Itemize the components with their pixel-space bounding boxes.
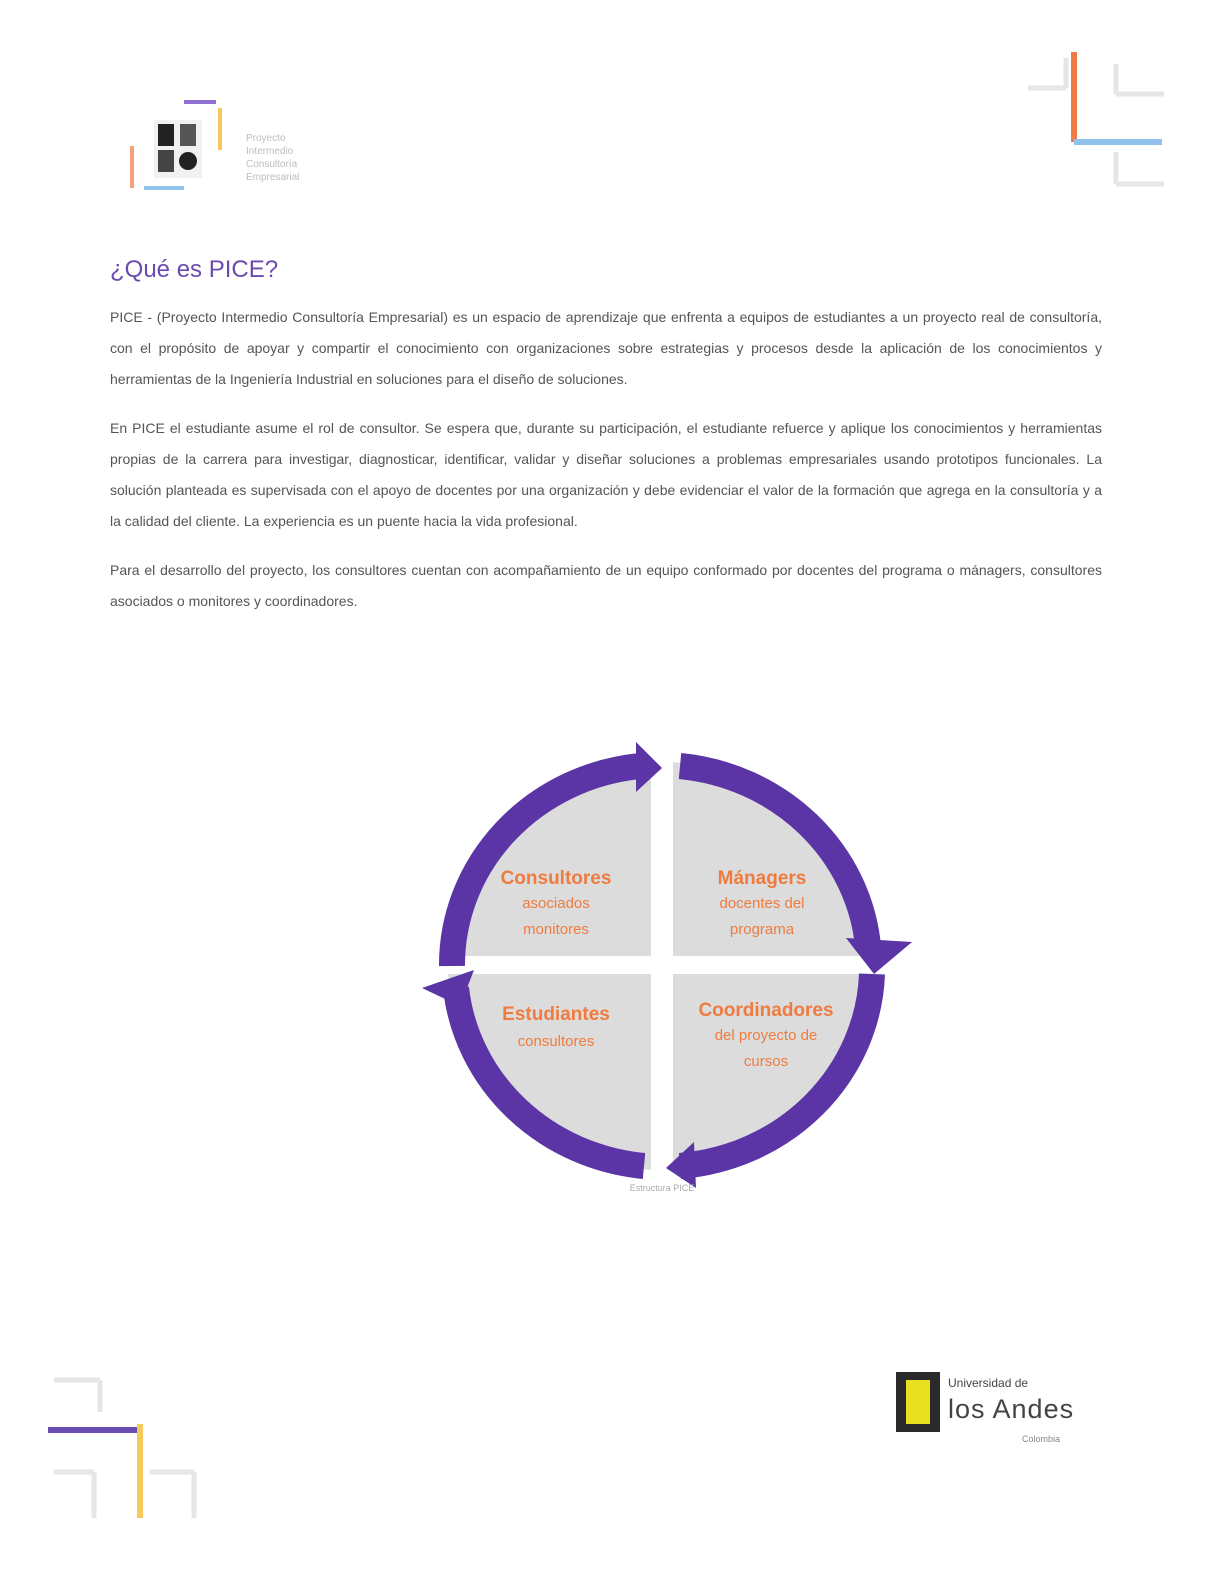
logo-caption-line: Proyecto: [246, 133, 286, 144]
page-title: ¿Qué es PICE?: [110, 256, 279, 283]
decorative-corner-top-right: [1018, 44, 1168, 194]
quadrant-subtitle: asociados: [522, 895, 590, 912]
quadrant-subtitle: del proyecto de: [714, 1027, 818, 1044]
university-logo: [896, 1372, 1086, 1452]
quadrant-subtitle: cursos: [743, 1053, 789, 1070]
decorative-corner-bottom-left: [44, 1368, 204, 1528]
team-cycle-diagram: [404, 738, 924, 1200]
quadrant-subtitle: monitores: [523, 921, 589, 938]
paragraph: PICE - (Proyecto Intermedio Consultoría Empresarial) es un espacio de aprendizaje que enfrenta a equipos de estudiantes a un proyecto real de consultoría, con el propósito de apoyar y compartir el conocimiento con organizaciones sobre estrategias y procesos desde la aplicación de los conocimientos y herramientas de la Ingeniería Industrial en soluciones para el diseño de soluciones.: [110, 309, 1102, 387]
university-country: Colombia: [1022, 1434, 1061, 1444]
seal-inner: [906, 1380, 930, 1424]
university-name-line2: los Andes: [948, 1394, 1075, 1424]
paragraph: En PICE el estudiante asume el rol de consultor. Se espera que, durante su participación, el estudiante refuerce y aplique los conocimientos y herramientas propias de la carrera para investigar, diagnosticar, identificar, validar y diseñar soluciones a problemas empresariales usando prototipos funcionales. La solución planteada es supervisada con el apoyo de docentes por una organización y debe evidenciar el valor de la formación que agrega en la consultoría y a la calidad del cliente. La experiencia es un puente hacia la vida profesional.: [110, 420, 1102, 529]
quadrant-title: Consultores: [500, 868, 612, 889]
paragraph: Para el desarrollo del proyecto, los consultores cuentan con acompañamiento de un equipo conformado por docentes del programa o mánagers, consultores asociados o monitores y coordinadores.: [110, 562, 1102, 609]
quadrant-background: [404, 738, 924, 1200]
university-seal-icon: [896, 1372, 940, 1432]
quadrant-title: Coordinadores: [698, 1000, 834, 1021]
diagram-caption: Estructura PICE: [629, 1183, 695, 1193]
logo-caption-line: Empresarial: [246, 172, 300, 183]
university-name-line1: Universidad de: [948, 1376, 1029, 1390]
quadrant-subtitle: docentes del: [719, 895, 805, 912]
quadrant-title: Estudiantes: [502, 1004, 610, 1025]
quadrant-title: Mánagers: [717, 868, 807, 889]
logo-caption-line: Consultoría: [246, 159, 298, 170]
main-content: [110, 256, 1102, 635]
quadrant-subtitle: consultores: [517, 1033, 595, 1050]
pice-logo: [128, 98, 228, 194]
quadrant-subtitle: programa: [729, 921, 795, 938]
logo-caption-line: Intermedio: [246, 146, 294, 157]
logo-caption: [246, 132, 320, 184]
